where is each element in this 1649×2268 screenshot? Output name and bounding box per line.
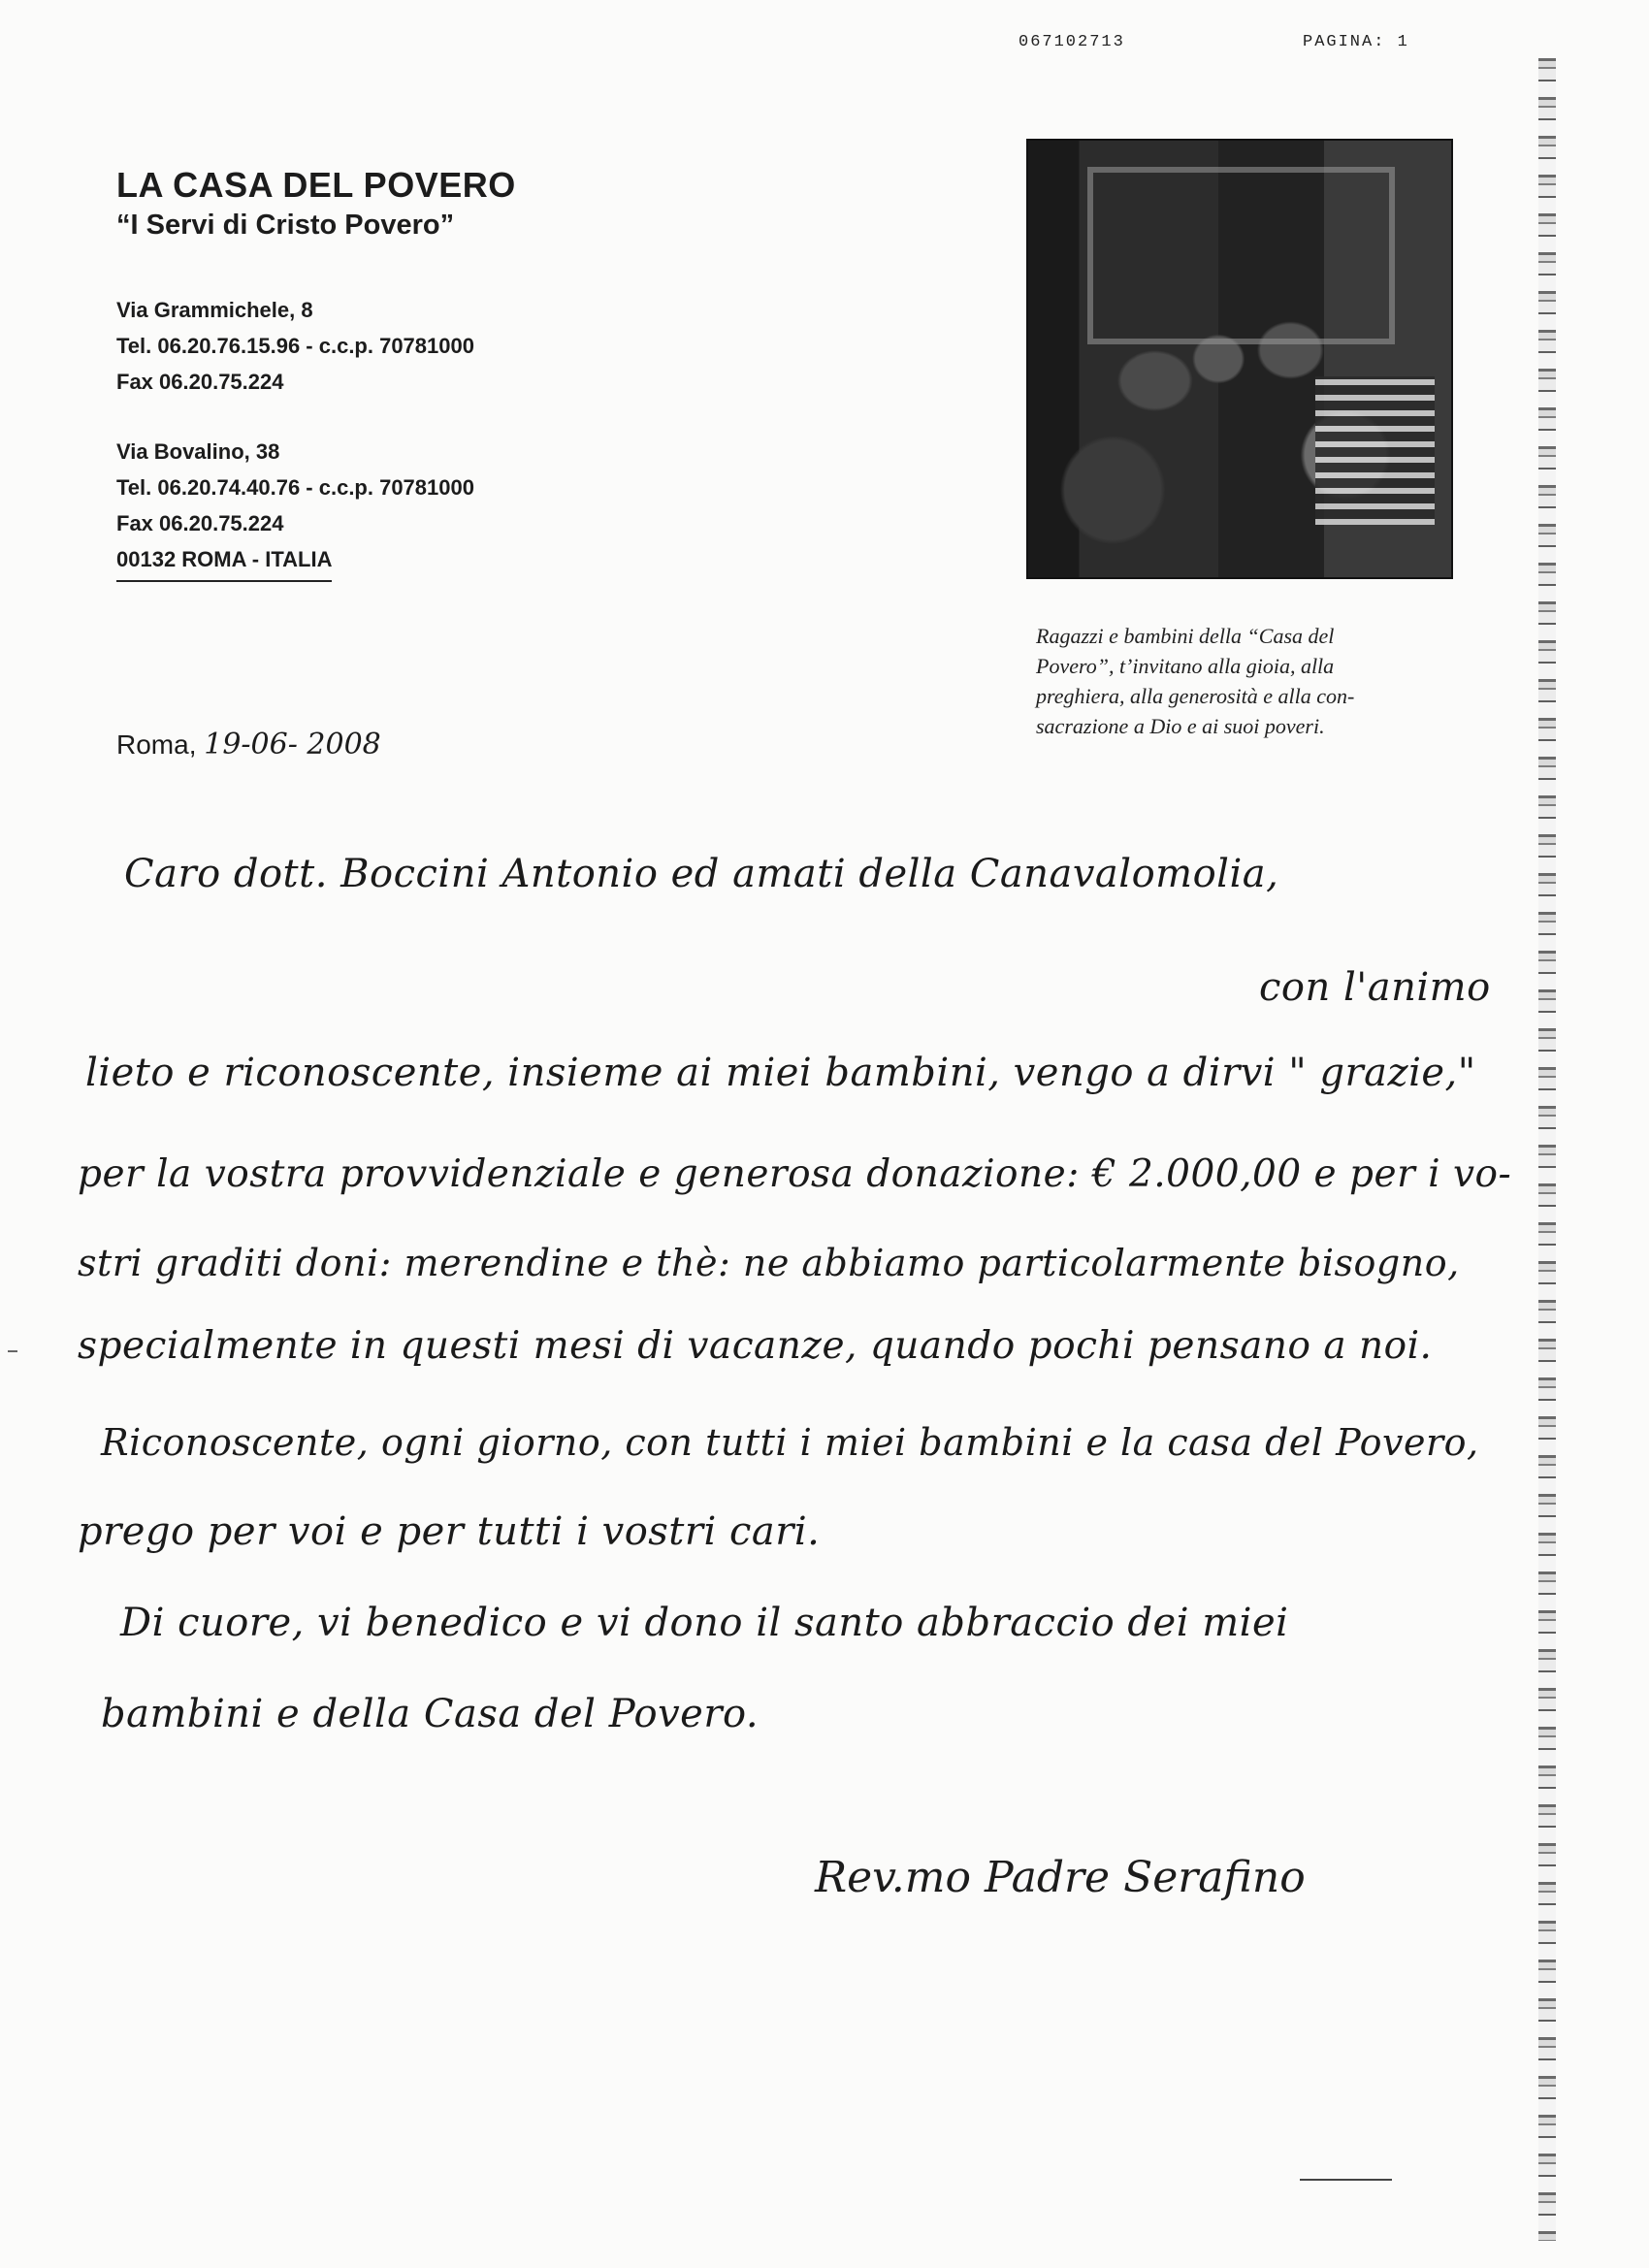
organization-name: LA CASA DEL POVERO — [116, 165, 516, 205]
letterhead — [116, 165, 516, 242]
letter-line: Di cuore, vi benedico e vi dono il santo abbraccio dei miei — [120, 1601, 1289, 1645]
letter-salutation: Caro dott. Boccini Antonio ed amati della Canavalomolia, — [124, 852, 1279, 896]
letter-line: prego per voi e per tutti i vostri cari. — [78, 1509, 821, 1554]
margin-mark — [8, 1350, 17, 1352]
photo-window-frame — [1087, 167, 1395, 344]
caption-line: sacrazione a Dio e ai suoi poveri. — [1036, 714, 1325, 738]
address-block-2 — [116, 434, 474, 582]
letter-line: specialmente in questi mesi di vacanze, quando pochi pensano a noi. — [78, 1324, 1433, 1368]
letter-line: Riconoscente, ogni giorno, con tutti i miei bambini e la casa del Povero, — [101, 1421, 1479, 1464]
letter-line: stri graditi doni: merendine e thè: ne abbiamo particolarmente bisogno, — [78, 1242, 1460, 1284]
letter-line: lieto e riconoscente, insieme ai miei bambini, vengo a dirvi " grazie," — [85, 1051, 1476, 1095]
fax-id: 067102713 — [1018, 33, 1125, 51]
date-place: Roma, — [116, 729, 197, 760]
address-1-tel: Tel. 06.20.76.15.96 - c.c.p. 70781000 — [116, 334, 474, 358]
photo-caption — [1036, 621, 1463, 741]
photo-steps — [1315, 376, 1434, 525]
bottom-rule — [1300, 2179, 1392, 2181]
letter-line: con l'animo — [1259, 965, 1491, 1010]
address-2-city: 00132 ROMA - ITALIA — [116, 541, 332, 582]
caption-line: Ragazzi e bambini della “Casa del — [1036, 624, 1335, 648]
address-1-fax: Fax 06.20.75.224 — [116, 370, 284, 394]
address-2-tel: Tel. 06.20.74.40.76 - c.c.p. 70781000 — [116, 475, 474, 500]
letter-date — [116, 728, 381, 761]
caption-line: preghiera, alla generosità e alla con- — [1036, 684, 1355, 708]
letter-line: bambini e della Casa del Povero. — [101, 1692, 760, 1736]
letter-line: per la vostra provvidenziale e generosa donazione: € 2.000,00 e per i vo- — [78, 1152, 1512, 1196]
organization-motto: “I Servi di Cristo Povero” — [116, 210, 455, 241]
address-1-street: Via Grammichele, 8 — [116, 298, 313, 322]
caption-line: Povero”, t’invitano alla gioia, alla — [1036, 654, 1335, 678]
date-value: 19-06- 2008 — [204, 728, 381, 761]
address-2-fax: Fax 06.20.75.224 — [116, 511, 284, 535]
fax-edge-strip — [1538, 58, 1556, 2241]
address-block-1 — [116, 292, 474, 400]
fax-page-number: PAGINA: 1 — [1303, 33, 1409, 51]
signature: Rev.mo Padre Serafino — [815, 1853, 1306, 1902]
address-2-street: Via Bovalino, 38 — [116, 439, 280, 464]
children-photo — [1026, 139, 1453, 579]
